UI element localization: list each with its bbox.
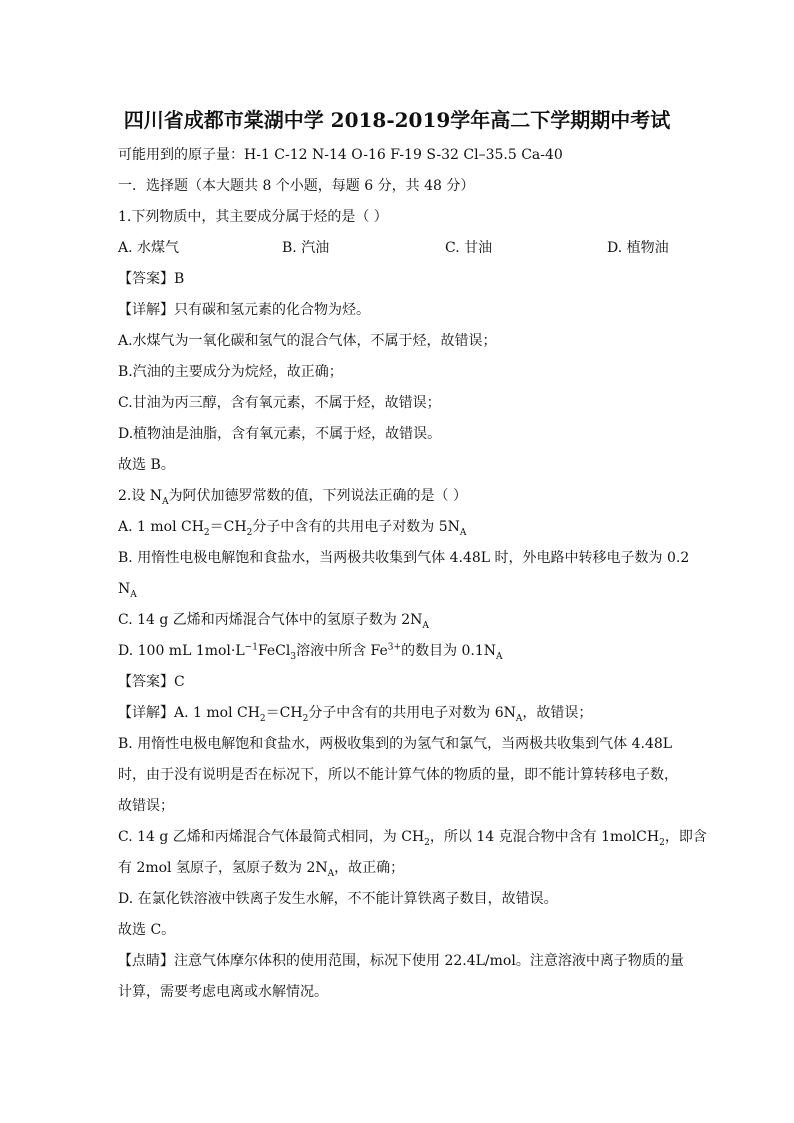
q1-option-a: A. 水煤气 [118, 240, 180, 256]
q2-detail-d: D. 在氯化铁溶液中铁离子发生水解，不不能计算铁离子数目，故错误。 [118, 891, 558, 907]
q1-explain-b: B.汽油的主要成分为烷烃，故正确； [118, 364, 343, 380]
q2-answer: 【答案】C [118, 674, 185, 690]
q2-detail-b-3: 故错误； [118, 798, 174, 814]
q2-option-c: C. 14 g 乙烯和丙烯混合气体中的氢原子数为 $2N_A$ [118, 612, 429, 631]
q2-detail-c-2: 有 2mol 氢原子，氢原子数为 $2N_A$，故正确； [118, 860, 405, 879]
q1-answer: 【答案】B [118, 271, 185, 287]
q1-stem: 1.下列物质中，其主要成分属于烃的是（ ） [118, 209, 388, 225]
q2-option-b: B. 用惰性电极电解饱和食盐水，当两极共收集到气体 4.48L 时，外电路中转移电子数为 0.2 [118, 550, 690, 566]
q1-option-d: D. 植物油 [607, 240, 669, 256]
q2-detail-c-1: C. 14 g 乙烯和丙烯混合气体最简式相同，为 $CH_2$，所以 14 克混合物中含有 1molCH$_2$，即含 [118, 829, 707, 848]
q2-tip-2: 计算，需要考虑电离或水解情况。 [118, 984, 328, 1000]
q1-option-b: B. 汽油 [282, 240, 330, 256]
q2-tip-1: 【点睛】注意气体摩尔体积的使用范围，标况下使用 22.4L/mol。注意溶液中离子物质的量 [118, 953, 684, 969]
q1-explain-c: C.甘油为丙三醇，含有氧元素，不属于烃，故错误； [118, 395, 441, 411]
q2-option-a: A. 1 mol $CH_2=CH_2$分子中含有的共用电子对数为 $5N_A$ [118, 519, 467, 538]
q2-detail-b-2: 时，由于没有说明是否在标况下，所以不能计算气体的物质的量，即不能计算转移电子数， [118, 767, 678, 783]
q1-explain-d: D.植物油是油脂，含有氧元素，不属于烃，故错误。 [118, 426, 442, 442]
q2-option-d: D. 100 mL $1mol\cdot L^{-1}FeCl_3$溶液中所含 $Fe^{3+}$的数目为 $0.1N_A$ [118, 642, 503, 662]
atomic-masses: 可能用到的原子量：H-1 C-12 N-14 O-16 F-19 S-32 Cl–35.5 Ca-40 [118, 147, 563, 163]
q1-detail-intro: 【详解】只有碳和氢元素的化合物为烃。 [118, 302, 370, 318]
q1-conclusion: 故选 B。 [118, 457, 175, 473]
q2-detail-b-1: B. 用惰性电极电解饱和食盐水，两极收集到的为氢气和氯气，当两极共收集到气体 4.48L [118, 736, 673, 752]
q1-explain-a: A.水煤气为一氧化碳和氢气的混合气体，不属于烃，故错误； [118, 333, 497, 349]
q2-stem: 2.设 $N_A$为阿伏加德罗常数的值，下列说法正确的是（ ） [118, 488, 468, 507]
q2-option-b-cont: $N_A$ [118, 581, 137, 600]
page-title: 四川省成都市棠湖中学 2018-2019学年高二下学期期中考试 [123, 108, 671, 132]
q1-option-c: C. 甘油 [445, 240, 493, 256]
section-heading: 一．选择题（本大题共 8 个小题，每题 6 分，共 48 分） [118, 178, 475, 194]
q2-detail-a: 【详解】A. 1 mol $CH_2=CH_2$分子中含有的共用电子对数为 $6N_A$，故错误； [118, 705, 593, 724]
q2-conclusion: 故选 C。 [118, 922, 176, 938]
